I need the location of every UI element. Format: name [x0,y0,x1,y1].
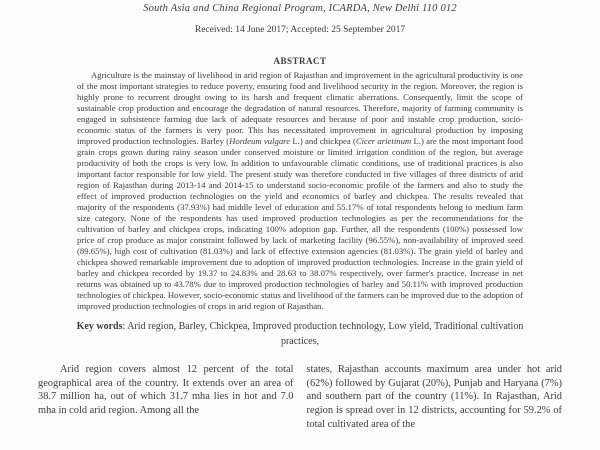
keywords-text: : Arid region, Barley, Chickpea, Improved production technology, Low yield, Traditional cultivation practices, [122,321,524,347]
keywords-label: Key words [76,321,123,332]
abstract-heading: ABSTRACT [273,56,327,66]
body-column-left: Arid region covers almost 12 percent of the total geographical area of the country. It extends over an area of 38.7 million ha, out of which 31.7 mha lies in hot and 7.0 mha in cold arid region. Among all the [38,364,294,417]
abstract-paragraph: Agriculture is the mainstay of livelihood in arid region of Rajasthan and improvement in the agricultural productivity is one of the most important strategies to reduce poverty, ensuring food and livelihood security in the region. Moreover, the region is highly prone to recurrent drought owing to its harsh and frequent climatic aberrations. Consequently, limit the scope of sustainable crop production and encourage the degradation of natural resources. Therefore, majority of farming community is engaged in subsistence farming due lack of adequate resources and because of poor and instable crop production, socio-economic status of the farmers is very poor. This has necessitated improvement in agricultural production by imposing improved production technologies. Barley (Hordeum vulgare L.) and chickpea (Cicer arietinum L.) are the most important food grain crops grown during rainy season under conserved moisture or limited irrigation condition of the region, but average productivity of both the crops is very low. In addition to unfavourable climatic conditions, use of traditional practices is also important factor responsible for low yield. The present study was therefore conducted in five villages of three districts of arid region of Rajasthan during 2013-14 and 2014-15 to understand socio-economic profile of the farmers and also to study the effect of improved production technologies on the yield and economics of barley and chickpea. The results revealed that majority of the respondents (37.93%) had middle level of education and 55.17% of total respondents belong to medium farm size category. None of the respondents has used improved production technologies as per the recommendations for the cultivation of barley and chickpea crops, indicating 100% adoption gap. Further, all the respondents (100%) possessed low price of crop produce as major constraint followed by lack of marketing facility (96.55%), non-availability of improved seed (89.65%), high cost of cultivation (81.03%) and lack of effective extension agencies (81.03%). The grain yield of barley and chickpea showed remarkable improvement due to adoption of improved production technologies. Increase in the grain yield of barley and chickpea recorded by 19.37 to 24.83% and 28.63 to 38.07% respectively, over farmer's practice. Increase in net returns was obtained up to 43.78% due to improved production technologies of barley and 50.11% with improved production technologies of chickpea. However, socio-economic status and livelihood of the farmers can be improved due to the adoption of improved production technologies of crops in arid region of Rajasthan. [77,70,523,311]
keywords-block [69,320,531,349]
received-accepted-line: Received: 14 June 2017; Accepted: 25 September 2017 [194,25,406,35]
affiliation-line: South Asia and China Regional Program, ICARDA, New Delhi 110 012 [143,3,457,14]
body-columns [0,363,600,432]
body-column-right: states, Rajasthan accounts maximum area under hot arid (62%) followed by Gujarat (20%), Punjab and Haryana (7%) and southern part of the country (11%). In Rajasthan, Arid region is spread over in 12 districts, accounting for 59.2% of total cultivated area of the [306,364,562,430]
